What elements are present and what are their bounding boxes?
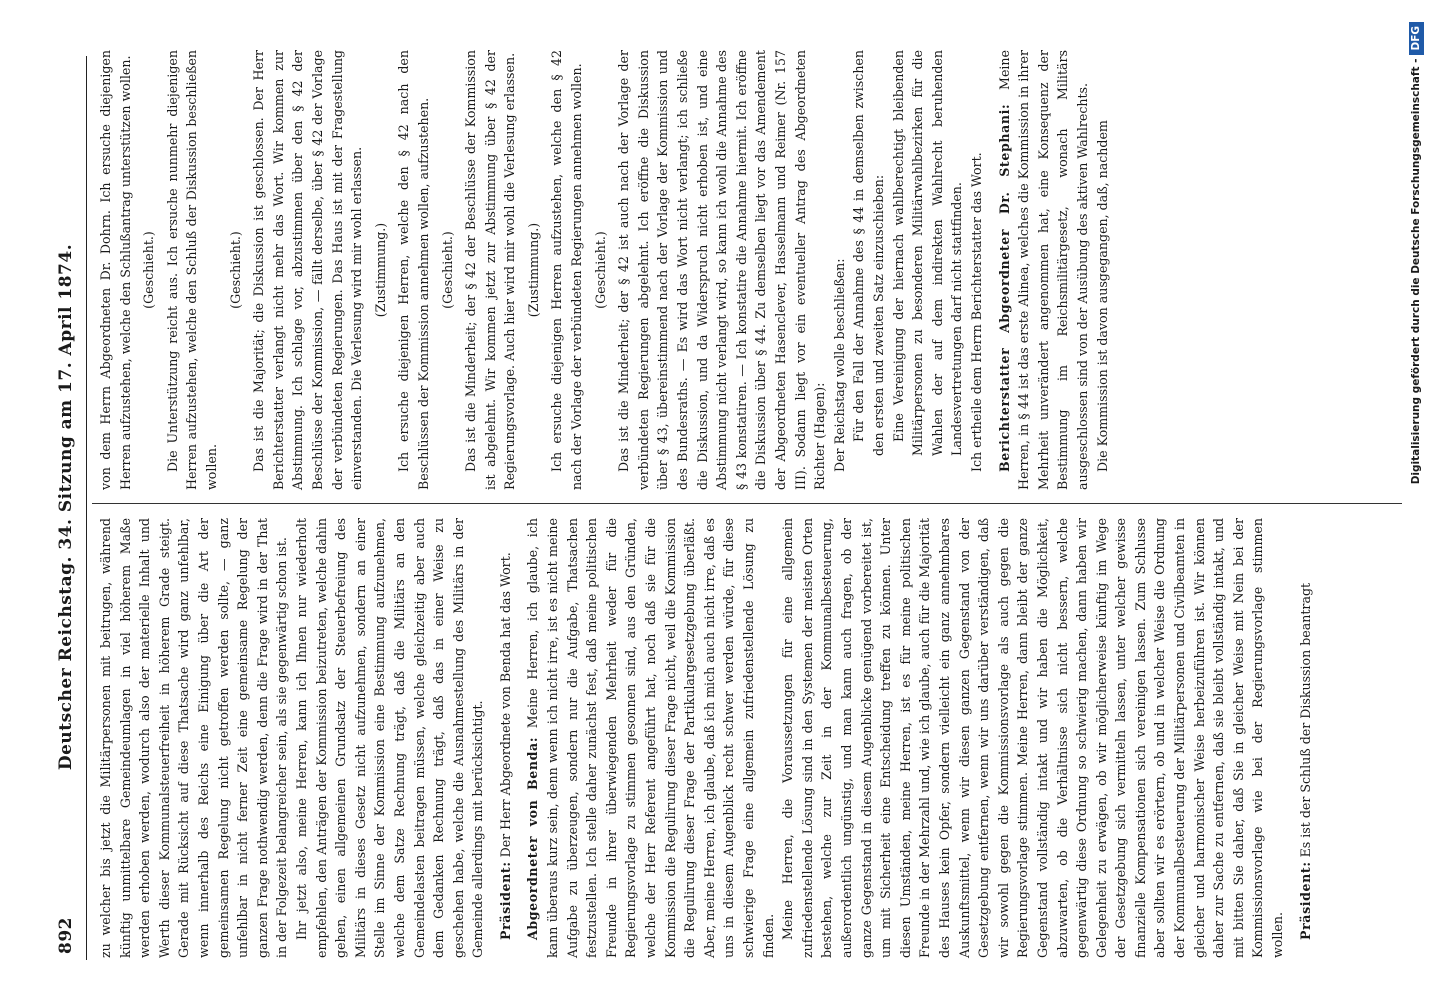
stage-direction: (Geschieht.): [227, 231, 243, 309]
paragraph: Ich ersuche diejenigen Herren, welche den § 42 nach den Beschlüssen der Kommission annehmen wollen, aufzustehen.: [396, 50, 431, 490]
paragraph: Die Unterstützung reicht aus. Ich ersuche nunmehr diejenigen Herren aufzustehen, welche den Schluß der Diskussion beschließen wollen.: [164, 50, 219, 490]
paragraph: Das ist die Minderheit; der § 42 der Beschlüsse der Kommission ist abgelehnt. Wir kommen jetzt zur Abstimmung über § 42 der Regierungsvorlage. Auch hier wird mir wohl die Verlesung erlassen.: [463, 50, 518, 490]
left-column: [96, 518, 1315, 958]
side-credit: [1406, 8, 1426, 992]
paragraph: zu welcher bis jetzt die Militärpersonen mit beitrugen, während künftig unmittelbare Gemeindeumlagen in viel höherem Maße werden erhoben werden, wodurch also der materielle Inhalt und Werth dieser Kommunalsteuerfreiheit in höherem Grade steigt. Gerade mit Rücksicht auf diese Thatsache wird ganz unfehlbar, wenn innerhalb des Reichs eine Einigung über die Art der gemeinsamen Regelung nicht getroffen werden sollte, — ganz unfehlbar in nicht ferner Zeit eine gemeinsame Regelung der ganzen Frage nothwendig werden, denn die Frage wird in der That in der Folgezeit belangreicher sein, als sie gegenwärtig schon ist.: [98, 518, 290, 958]
paragraph: Ich ertheile dem Herrn Berichterstatter das Wort.: [968, 152, 984, 472]
speaker-name: Präsident:: [1297, 861, 1313, 940]
paragraph: Der Reichstag wolle beschließen:: [831, 258, 847, 472]
dfg-badge: DFG: [1409, 22, 1424, 55]
speaker-paragraph: [1296, 518, 1316, 958]
paragraph: Ihr jetzt also, meine Herren, kann ich Ihnen nur wiederholt empfehlen, den Anträgen der Kommission beizutreten, welche dahin gehen, einen allgemeinen Grundsatz der Steuerbefreiung des Militärs in dieses Gesetz nicht aufzunehmen, sondern an einer Stelle im Sinne der Kommission eine Bestimmung aufzunehmen, welche dem Satze Rechnung trägt, daß die Militärs an den Gemeindelasten beitragen müssen, welche gleichzeitig aber auch dem Gedanken Rechnung trägt, daß das in einer Weise zu geschehen habe, welche die Ausnahmestellung des Militärs in der Gemeinde allerdings mit berücksichtigt.: [293, 518, 486, 958]
paragraph: Das ist die Majorität; die Diskussion ist geschlossen. Der Herr Berichterstatter verlangt nicht mehr das Wort. Wir kommen zur Abstimmung. Ich schlage vor, abzustimmen über den § 42 der Beschlüsse der Kommission, — fällt derselbe, über § 42 der Vorlage der verbündeten Regierungen. Das Haus ist mit der Fragestellung einverstanden. Die Verlesung wird mir wohl erlassen.: [251, 50, 365, 490]
speech-text: Der Herr Abgeordnete von Benda hat das Wort.: [497, 552, 513, 858]
stage-direction: (Geschieht.): [141, 231, 157, 309]
page-header: [56, 60, 82, 954]
motion-text: Eine Vereinigung der hiernach wahlberechtigt bleibenden Militärpersonen zu besonderen Militärwahlbezirken für die Wahlen der auf dem indirekten Wahlrecht beruhenden Landesvertretungen darf nicht stattfinden.: [890, 50, 965, 456]
speaker-paragraph: [995, 50, 1093, 490]
speaker-paragraph: [496, 518, 516, 958]
paragraph: Meine Herren, die Voraussetzungen für eine allgemein zufriedenstellende Lösung sind in den Systemen der meisten Orten bestehen, welche zur Zeit in der Kommunalbesteuerung, außerordentlich ungünstig, und man kann auch fragen, ob der ganze Gegenstand in diesem Augenblicke genügend vorbereitet ist, um mit Sicherheit eine Entscheidung treffen zu können. Unter diesen Umständen, meine Herren, ist es für meine politischen Freunde in der Mehrzahl und, wie ich glaube, auch für die Majorität des Hauses kein Opfer, sondern vielleicht ein ganz annehmbares Auskunftsmittel, wenn wir diesen ganzen Gegenstand von der Gesetzgebung entfernen, wenn wir uns darüber verständigen, daß wir sowohl gegen die Kommissionsvorlage als auch gegen die Regierungsvorlage stimmen. Meine Herren, dann bleibt der ganze Gegenstand vollständig intakt und wir haben die Möglichkeit, abzuwarten, ob die Verhältnisse sich nicht bessern, welche gegenwärtig diese Ordnung so schwierig machen, dann haben wir Gelegenheit zu erwägen, ob wir möglicherweise künftig im Wege der Gesetzgebung sich vermitteln lassen, unter welcher gewisse finanzielle Kompensationen sich vereinigen lassen. Zum Schlusse aber sollten wir es erörtern, ob und in welcher Weise die Ordnung der Kommunalbesteuerung der Militärpersonen und Civilbeamten in gleicher und harmonischer Weise herbeizuführen ist. Wir können daher zur Sache zu entfernen, daß sie bleibt vollständig intakt, und mit bitten Sie daher, daß Sie in gleicher Weise mit Nein bei der Kommissionsvorlage wie bei der Regierungsvorlage stimmen wollen.: [780, 518, 1286, 958]
stage-direction: (Geschieht.): [592, 231, 608, 309]
stage-direction: (Zustimmung.): [525, 222, 541, 318]
motion-text: Für den Fall der Annahme des § 44 in demselben zwischen den ersten und zweiten Satz einzuschieben:: [851, 50, 886, 456]
right-column: [96, 50, 1112, 490]
header-rule: [86, 56, 87, 960]
paragraph: Das ist die Minderheit; der § 42 ist auch nach der Vorlage der verbündeten Regierungen abgelehnt. Ich eröffne die Diskussion über § 43, übereinstimmend nach der Vorlage der Kommission und des Bundesraths. — Es wird das Wort nicht verlangt; ich schließe die Diskussion, und da Widerspruch nicht erhoben ist, und eine Abstimmung nicht verlangt wird, so kann ich wohl die Annahme des § 43 konstatiren. — Ich konstatire die Annahme hiermit. Ich eröffne die Diskussion über § 44. Zu demselben liegt vor das Amendement der Abgeordneten Hasenclever, Hasselmann und Reimer (Nr. 157 III). Sodann liegt vor ein eventueller Antrag des Abgeordneten Richter (Hagen):: [616, 50, 828, 490]
speech-text: Meine Herren, in § 44 ist das erste Alinea, welches die Kommission in ihrer Mehrheit unverändert angenommen hat, eine Konsequenz der Bestimmung im Reichsmilitärgesetz, wonach Militärs ausgeschlossen sind von der Ausübung des aktiven Wahlrechts.: [996, 50, 1090, 490]
column-divider: [92, 503, 1402, 504]
page-title: Deutscher Reichstag. 34. Sitzung am 17. April 1874.: [56, 243, 76, 771]
speech-text: Meine Herren, ich glaube, ich kann überaus kurz sein, denn wenn ich nicht irre, ist es nicht meine Aufgabe zu überzeugen, sondern nur die Aufgabe, Thatsachen festzustellen. Ich stelle daher zunächst fest, daß meine politischen Freunde in ihrer überwiegenden Mehrheit weder für die Regierungsvorlage zu stimmen gesonnen sind, aus den Gründen, welche der Herr Referent angeführt hat, noch daß sie für die Kommission die Regulirung dieser Frage nicht, weil die Kommission die Regulirung dieser Frage der Partikulargesetzgebung überläßt. Aber, meine Herren, ich glaube, daß ich mich auch nicht irre, daß es uns in diesem Augenblick recht schwer werden würde, für diese schwierige Frage eine allgemein zufriedenstellende Lösung zu finden.: [525, 518, 776, 958]
speech-text: Es ist der Schluß der Diskussion beantragt: [1297, 582, 1313, 858]
speaker-name: Berichterstatter Abgeordneter Dr. Stephani:: [996, 103, 1012, 472]
stage-direction: (Zustimmung.): [372, 222, 388, 318]
speaker-name: Präsident:: [497, 861, 513, 940]
paragraph: von dem Herrn Abgeordneten Dr. Dohrn. Ich ersuche diejenigen Herren aufzustehen, welche den Schlußantrag unterstützen wollen.: [98, 50, 133, 490]
stage-direction: (Geschieht.): [439, 231, 455, 309]
speaker-paragraph: [523, 518, 778, 958]
paragraph: Ich ersuche diejenigen Herren aufzustehen, welche den § 42 nach der Vorlage der verbündeten Regierungen annehmen wollen.: [549, 50, 585, 490]
speaker-name: Abgeordneter von Benda:: [525, 736, 541, 940]
paragraph: Die Kommission ist davon ausgegangen, daß, nachdem: [1094, 120, 1110, 472]
page-number: 892: [56, 917, 76, 954]
credit-text: Digitalisierung gefördert durch die Deutsche Forschungsgemeinschaft -: [1410, 58, 1422, 485]
